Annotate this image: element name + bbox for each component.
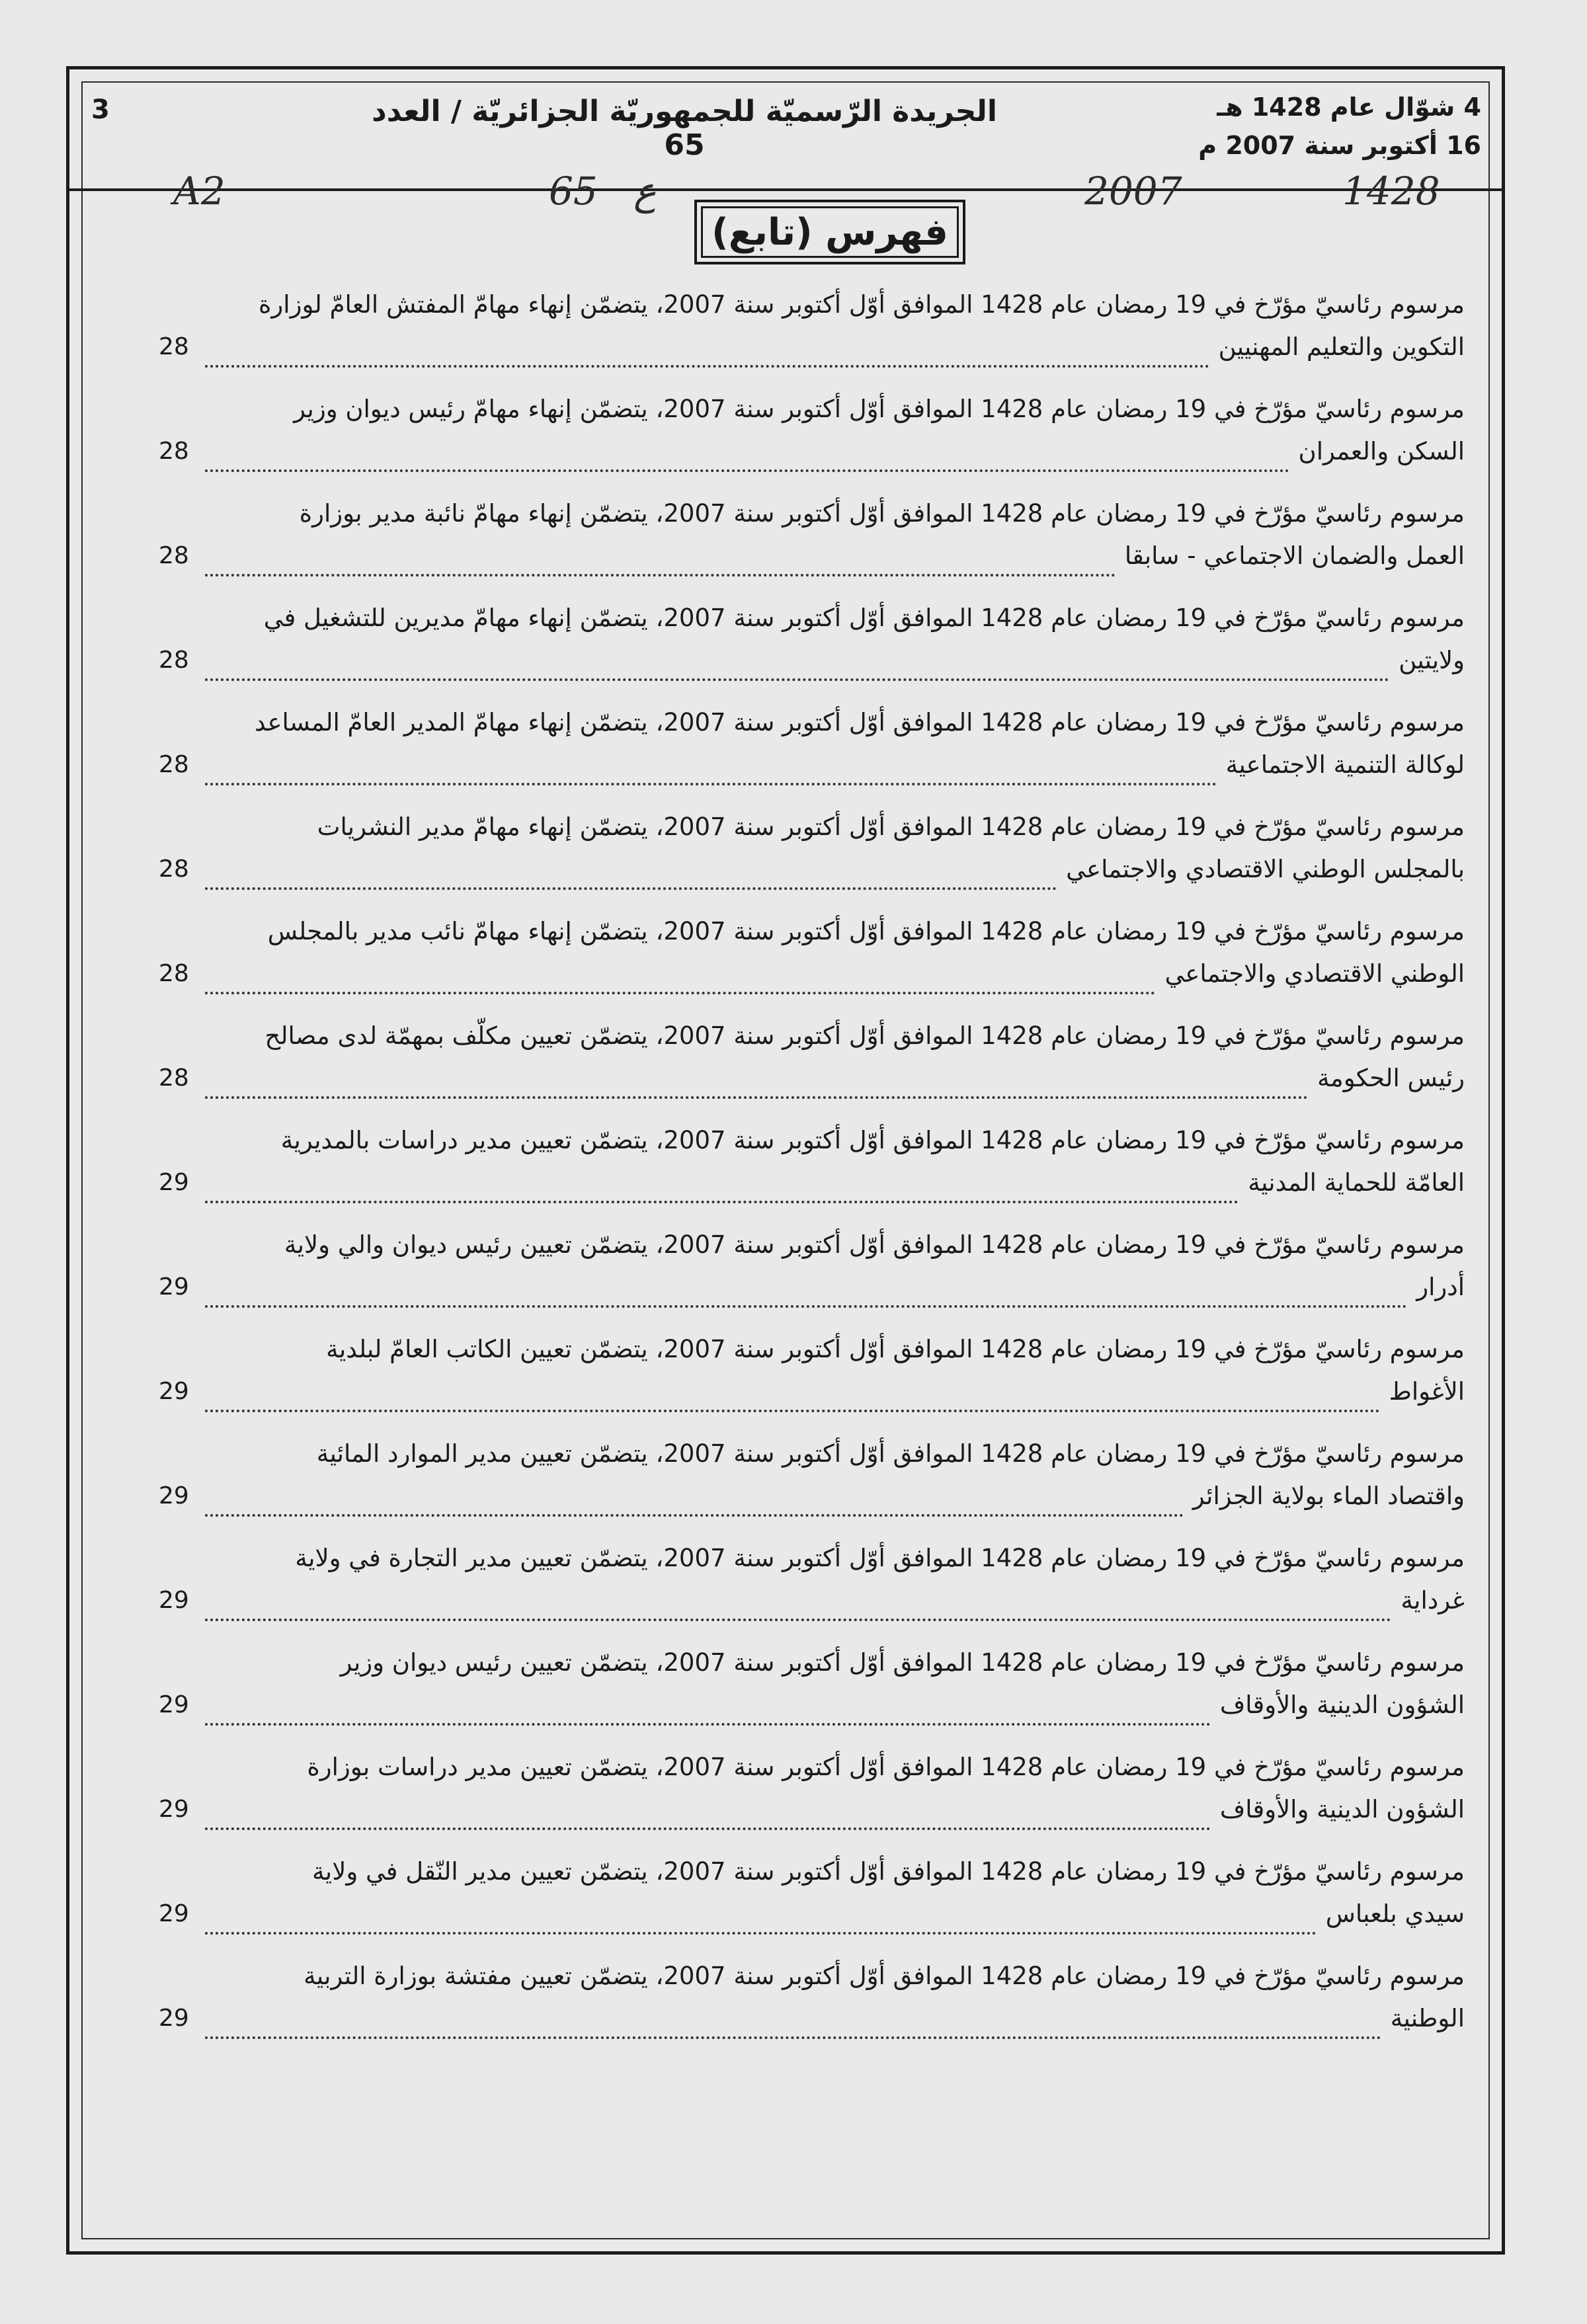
index-entries — [159, 284, 1465, 2060]
entry-line-1: مرسوم رئاسيّ مؤرّخ في 19 رمضان عام 1428 الموافق أوّل أكتوبر سنة 2007، يتضمّن إنهاء مهامّ المدير العامّ المساعد — [255, 708, 1465, 737]
entry-page-number: 28 — [159, 647, 189, 674]
entry-line-2: ولايتين — [1399, 646, 1465, 674]
handwritten-note: 65 — [549, 169, 598, 214]
section-title: فهرس (تابع) — [701, 206, 959, 258]
leader-dots — [205, 1058, 1308, 1099]
handwritten-note: 2007 — [1084, 169, 1182, 214]
header-dates — [1198, 88, 1481, 165]
index-entry — [159, 1747, 1465, 1851]
entry-line-2: الوطني الاقتصادي والاجتماعي — [1164, 959, 1465, 988]
entry-line-2: بالمجلس الوطني الاقتصادي والاجتماعي — [1066, 855, 1465, 883]
page-header — [86, 83, 1481, 182]
leader-dots — [205, 744, 1217, 785]
leader-dots — [205, 1998, 1381, 2039]
entry-line-1: مرسوم رئاسيّ مؤرّخ في 19 رمضان عام 1428 الموافق أوّل أكتوبر سنة 2007، يتضمّن تعيين رئيس ديوان والي ولاية — [284, 1230, 1465, 1259]
index-entry — [159, 702, 1465, 807]
entry-page-number: 29 — [159, 2005, 189, 2032]
entry-line-2: الشؤون الدينية والأوقاف — [1219, 1795, 1465, 1823]
entry-page-number: 29 — [159, 1482, 189, 1509]
handwritten-note: ع — [633, 169, 657, 214]
entry-line-2: العمل والضمان الاجتماعي - سابقا — [1124, 541, 1465, 570]
entry-line-2: الشؤون الدينية والأوقاف — [1219, 1691, 1465, 1719]
entry-page-number: 29 — [159, 1900, 189, 1927]
handwritten-note: A2 — [173, 169, 225, 214]
entry-line-1: مرسوم رئاسيّ مؤرّخ في 19 رمضان عام 1428 الموافق أوّل أكتوبر سنة 2007، يتضمّن إنهاء مهامّ مدير النشريات — [317, 813, 1465, 841]
entry-line-1: مرسوم رئاسيّ مؤرّخ في 19 رمضان عام 1428 الموافق أوّل أكتوبر سنة 2007، يتضمّن تعيين مدير النّقل في ولاية — [312, 1857, 1465, 1886]
date-hijri: 4 شوّال عام 1428 هـ — [1217, 93, 1481, 122]
leader-dots — [205, 1371, 1380, 1412]
index-entry — [159, 1956, 1465, 2060]
header-rule — [66, 188, 1505, 191]
entry-page-number: 28 — [159, 1064, 189, 1092]
entry-page-number: 28 — [159, 751, 189, 778]
index-entry — [159, 493, 1465, 598]
index-entry — [159, 1016, 1465, 1120]
entry-line-2: غرداية — [1401, 1586, 1465, 1615]
index-entry — [159, 1433, 1465, 1538]
entry-line-1: مرسوم رئاسيّ مؤرّخ في 19 رمضان عام 1428 الموافق أوّل أكتوبر سنة 2007، يتضمّن تعيين مفتشة بوزارة التربية — [304, 1962, 1465, 1990]
index-entry — [159, 598, 1465, 702]
leader-dots — [205, 640, 1389, 681]
entry-page-number: 29 — [159, 1796, 189, 1823]
index-entry — [159, 1538, 1465, 1642]
leader-dots — [205, 1685, 1211, 1726]
entry-page-number: 29 — [159, 1691, 189, 1718]
entry-page-number: 29 — [159, 1378, 189, 1405]
entry-line-1: مرسوم رئاسيّ مؤرّخ في 19 رمضان عام 1428 الموافق أوّل أكتوبر سنة 2007، يتضمّن إنهاء مهامّ المفتش العامّ لوزارة — [259, 290, 1465, 319]
index-entry — [159, 807, 1465, 911]
entry-line-2: التكوين والتعليم المهنيين — [1218, 333, 1465, 361]
entry-line-2: واقتصاد الماء بولاية الجزائر — [1192, 1482, 1465, 1510]
entry-line-1: مرسوم رئاسيّ مؤرّخ في 19 رمضان عام 1428 الموافق أوّل أكتوبر سنة 2007، يتضمّن تعيين مكلّف بمهمّة لدى مصالح — [264, 1022, 1465, 1050]
index-entry — [159, 1224, 1465, 1329]
page-number: 3 — [91, 95, 110, 125]
index-entry — [159, 389, 1465, 493]
entry-page-number: 28 — [159, 438, 189, 465]
entry-page-number: 29 — [159, 1273, 189, 1301]
leader-dots — [205, 1894, 1317, 1935]
entry-line-2: السكن والعمران — [1298, 437, 1465, 465]
leader-dots — [205, 1580, 1391, 1621]
leader-dots — [205, 431, 1289, 472]
leader-dots — [205, 1789, 1211, 1830]
entry-line-1: مرسوم رئاسيّ مؤرّخ في 19 رمضان عام 1428 الموافق أوّل أكتوبر سنة 2007، يتضمّن تعيين مدير التجارة في ولاية — [295, 1544, 1465, 1572]
entry-page-number: 28 — [159, 333, 189, 360]
leader-dots — [205, 1267, 1407, 1308]
index-entry — [159, 1329, 1465, 1433]
section-title-box — [694, 200, 965, 264]
entry-line-2: أدرار — [1416, 1273, 1465, 1301]
entry-line-2: الوطنية — [1390, 2004, 1465, 2032]
entry-line-2: الأغواط — [1389, 1377, 1465, 1406]
index-entry — [159, 1642, 1465, 1747]
entry-page-number: 29 — [159, 1169, 189, 1196]
leader-dots — [205, 953, 1155, 994]
leader-dots — [205, 849, 1057, 890]
entry-line-2: لوكالة التنمية الاجتماعية — [1225, 750, 1465, 779]
entry-line-1: مرسوم رئاسيّ مؤرّخ في 19 رمضان عام 1428 الموافق أوّل أكتوبر سنة 2007، يتضمّن تعيين رئيس ديوان وزير — [340, 1648, 1465, 1677]
index-entry — [159, 284, 1465, 389]
entry-line-1: مرسوم رئاسيّ مؤرّخ في 19 رمضان عام 1428 الموافق أوّل أكتوبر سنة 2007، يتضمّن إنهاء مهامّ نائب مدير بالمجلس — [267, 917, 1465, 945]
entry-line-2: رئيس الحكومة — [1317, 1064, 1465, 1092]
entry-page-number: 28 — [159, 542, 189, 569]
handwritten-note: 1428 — [1342, 169, 1440, 214]
leader-dots — [205, 1476, 1184, 1517]
entry-line-2: العامّة للحماية المدنية — [1248, 1168, 1465, 1197]
entry-line-1: مرسوم رئاسيّ مؤرّخ في 19 رمضان عام 1428 الموافق أوّل أكتوبر سنة 2007، يتضمّن تعيين الكاتب العامّ لبلدية — [326, 1335, 1465, 1363]
entry-page-number: 29 — [159, 1587, 189, 1614]
leader-dots — [205, 327, 1209, 368]
entry-line-1: مرسوم رئاسيّ مؤرّخ في 19 رمضان عام 1428 الموافق أوّل أكتوبر سنة 2007، يتضمّن إنهاء مهامّ رئيس ديوان وزير — [294, 395, 1465, 423]
entry-line-1: مرسوم رئاسيّ مؤرّخ في 19 رمضان عام 1428 الموافق أوّل أكتوبر سنة 2007، يتضمّن تعيين مدير الموارد المائية — [316, 1439, 1465, 1468]
leader-dots — [205, 536, 1116, 577]
entry-line-1: مرسوم رئاسيّ مؤرّخ في 19 رمضان عام 1428 الموافق أوّل أكتوبر سنة 2007، يتضمّن تعيين مدير دراسات بوزارة — [307, 1753, 1465, 1781]
index-entry — [159, 1851, 1465, 1956]
date-gregorian: 16 أكتوبر سنة 2007 م — [1198, 131, 1481, 160]
journal-title: الجريدة الرّسميّة للجمهوريّة الجزائريّة / العدد 65 — [372, 95, 997, 162]
entry-line-1: مرسوم رئاسيّ مؤرّخ في 19 رمضان عام 1428 الموافق أوّل أكتوبر سنة 2007، يتضمّن إنهاء مهامّ نائبة مدير بوزارة — [299, 499, 1465, 528]
entry-line-1: مرسوم رئاسيّ مؤرّخ في 19 رمضان عام 1428 الموافق أوّل أكتوبر سنة 2007، يتضمّن إنهاء مهامّ مديرين للتشغيل في — [263, 604, 1465, 632]
entry-page-number: 28 — [159, 960, 189, 987]
index-entry — [159, 911, 1465, 1016]
entry-page-number: 28 — [159, 856, 189, 883]
index-entry — [159, 1120, 1465, 1224]
entry-line-1: مرسوم رئاسيّ مؤرّخ في 19 رمضان عام 1428 الموافق أوّل أكتوبر سنة 2007، يتضمّن تعيين مدير دراسات بالمديرية — [280, 1126, 1465, 1154]
entry-line-2: سيدي بلعباس — [1325, 1900, 1465, 1928]
leader-dots — [205, 1162, 1239, 1203]
